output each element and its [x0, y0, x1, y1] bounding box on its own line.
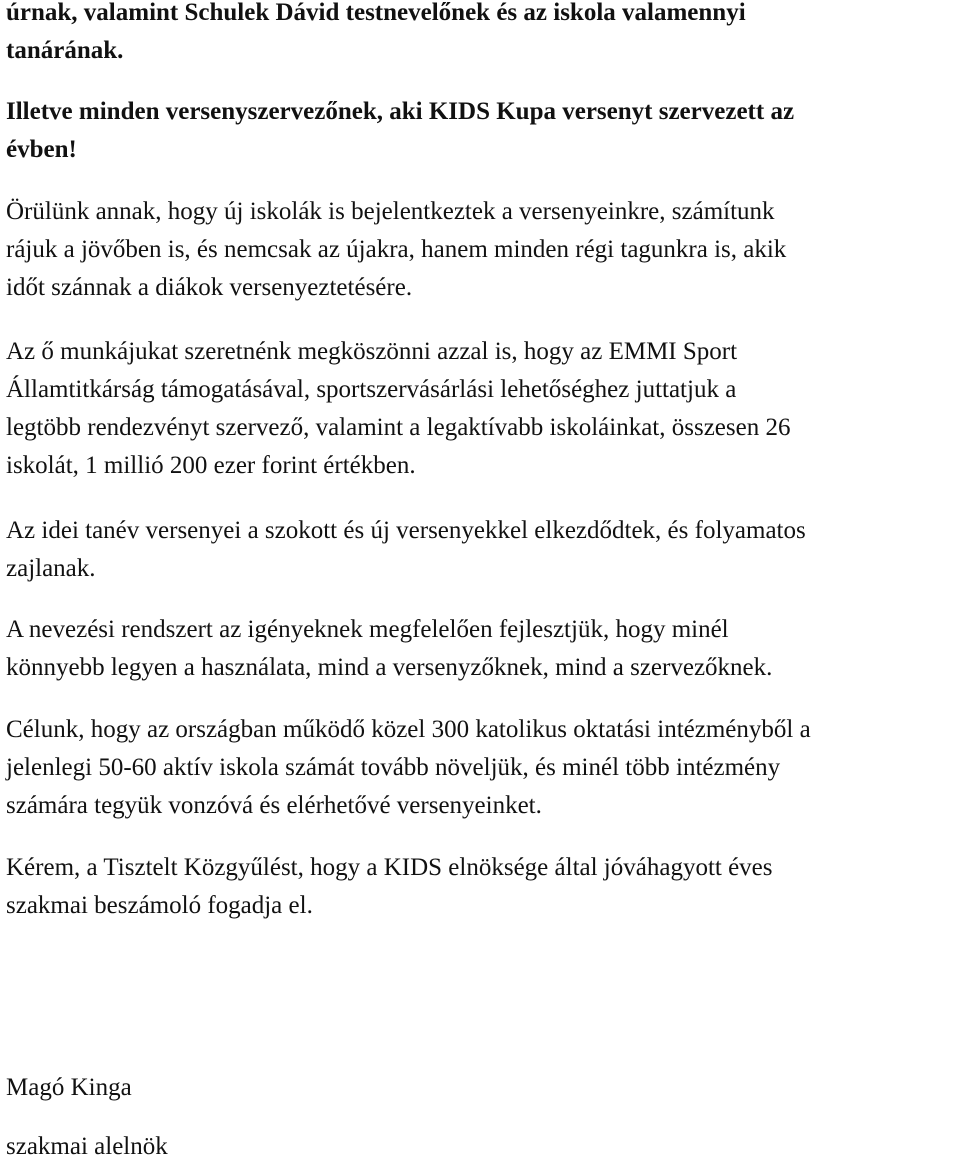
paragraph-new-schools	[6, 193, 786, 307]
text-line: könnyebb legyen a használata, mind a versenyzőknek, mind a szervezőknek.	[6, 654, 773, 681]
text-line: Államtitkárság támogatásával, sportszervásárlási lehetőséghez juttatjuk a	[6, 376, 737, 403]
text-line: jelenlegi 50-60 aktív iskola számát tovább növeljük, és minél több intézmény	[6, 754, 781, 781]
text-line: szakmai beszámoló fogadja el.	[6, 892, 313, 919]
text-line: időt szánnak a diákok versenyeztetésére.	[6, 274, 413, 301]
text-line: iskolát, 1 millió 200 ezer forint értékben.	[6, 452, 416, 479]
paragraph-competitions	[6, 512, 806, 588]
paragraph-thanks-organizers	[6, 93, 794, 169]
text-line: úrnak, valamint Schulek Dávid testnevelőnek és az iskola valamennyi	[6, 0, 746, 26]
signature-role: szakmai alelnök	[6, 1133, 168, 1160]
text-line: Az ő munkájukat szeretnénk megköszönni azzal is, hogy az EMMI Sport	[6, 338, 738, 365]
paragraph-thanks-school	[6, 0, 746, 70]
text-line: legtöbb rendezvényt szervező, valamint a legaktívabb iskoláinkat, összesen 26	[6, 414, 791, 441]
text-line: Illetve minden versenyszervezőnek, aki KIDS Kupa versenyt szervezett az	[6, 98, 795, 125]
signature-name: Magó Kinga	[6, 1074, 132, 1101]
paragraph-request	[6, 849, 773, 925]
text-line: zajlanak.	[6, 555, 96, 582]
paragraph-emmi-support	[6, 333, 790, 485]
text-line: évben!	[6, 136, 77, 163]
text-line: Kérem, a Tisztelt Közgyűlést, hogy a KIDS elnöksége által jóváhagyott éves	[6, 854, 773, 881]
text-line: A nevezési rendszert az igényeknek megfelelően fejlesztjük, hogy minél	[6, 616, 729, 643]
text-line: Célunk, hogy az országban működő közel 300 katolikus oktatási intézményből a	[6, 716, 811, 743]
text-line: számára tegyük vonzóvá és elérhetővé versenyeinket.	[6, 792, 542, 819]
text-line: Az idei tanév versenyei a szokott és új versenyekkel elkezdődtek, és folyamatos	[6, 517, 806, 544]
text-line: tanárának.	[6, 37, 124, 64]
paragraph-registration-system	[6, 611, 772, 687]
text-line: rájuk a jövőben is, és nemcsak az újakra, hanem minden régi tagunkra is, akik	[6, 236, 787, 263]
paragraph-goals	[6, 711, 811, 825]
text-line: Örülünk annak, hogy új iskolák is bejelentkeztek a versenyeinkre, számítunk	[6, 198, 775, 225]
